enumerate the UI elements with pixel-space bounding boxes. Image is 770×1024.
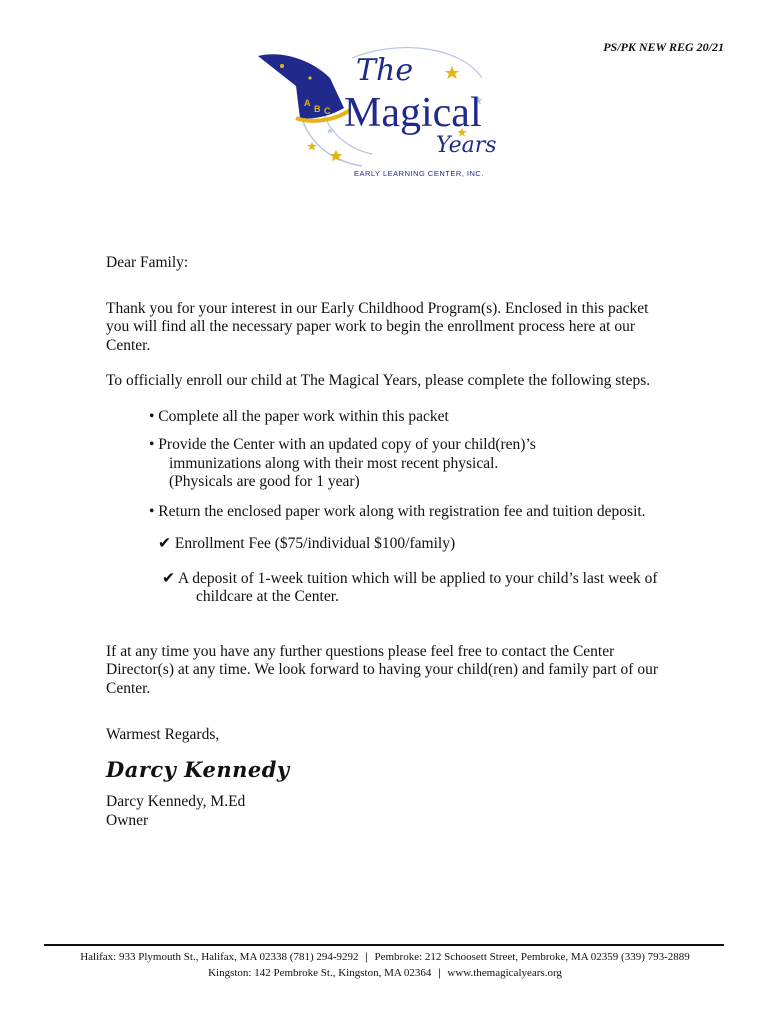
step-bullet-3: • Return the enclosed paper work along with registration fee and tuition deposit. bbox=[149, 502, 646, 520]
checklist-item-deposit-line-1: ✔ A deposit of 1-week tuition which will be applied to your child’s last week of bbox=[162, 569, 658, 587]
signer-title: Owner bbox=[106, 811, 149, 829]
magical-years-logo bbox=[252, 38, 512, 188]
footer-line-2 bbox=[0, 965, 770, 981]
handwritten-signature: Darcy Kennedy bbox=[106, 756, 290, 782]
svg-text:A: A bbox=[304, 98, 311, 108]
footer-kingston: Kingston: 142 Pembroke St., Kingston, MA 02364 bbox=[208, 967, 432, 979]
wizard-hat-icon bbox=[258, 54, 350, 121]
logo-word-the: The bbox=[356, 53, 414, 88]
checklist-item-deposit bbox=[162, 570, 702, 607]
letter-body bbox=[106, 254, 706, 830]
checklist-item-deposit-line-2: childcare at the Center. bbox=[196, 588, 339, 605]
step-bullet-2-line-1: • Provide the Center with an updated copy of your child(ren)’s bbox=[149, 436, 536, 453]
svg-text:C: C bbox=[324, 106, 331, 116]
footer-divider bbox=[44, 944, 724, 946]
step-bullet-2 bbox=[149, 436, 699, 492]
letter-regards: Warmest Regards, bbox=[106, 726, 220, 743]
logo-word-years: Years bbox=[436, 133, 497, 158]
footer-separator: | bbox=[365, 951, 368, 963]
footer-halifax: Halifax: 933 Plymouth St., Halifax, MA 02338 (781) 294-9292 bbox=[80, 951, 359, 963]
step-bullet-2-line-2: immunizations along with their most recent physical. bbox=[169, 454, 499, 472]
letter-greeting: Dear Family: bbox=[106, 254, 189, 271]
letter-intro-paragraph: Thank you for your interest in our Early Childhood Program(s). Enclosed in this packet you will find all the necessary paper work to begin the enrollment process here at our Center. bbox=[106, 299, 649, 354]
letter-steps-intro: To officially enroll our child at The Magical Years, please complete the following steps. bbox=[106, 372, 651, 389]
document-code: PS/PK NEW REG 20/21 bbox=[603, 40, 724, 54]
footer-addresses bbox=[0, 949, 770, 981]
step-bullet-2-line-3: (Physicals are good for 1 year) bbox=[169, 473, 360, 490]
logo-tagline: EARLY LEARNING CENTER, INC. bbox=[354, 169, 484, 178]
letter-closing-paragraph: If at any time you have any further questions please feel free to contact the Center Director(s) at any time. We look forward to having your child(ren) and family part of our Center. bbox=[106, 642, 658, 697]
footer-line-1 bbox=[0, 949, 770, 965]
signer-name: Darcy Kennedy, M.Ed bbox=[106, 793, 246, 810]
svg-text:B: B bbox=[314, 104, 321, 114]
step-bullet-1: • Complete all the paper work within this packet bbox=[149, 407, 449, 425]
logo-word-magical: Magical bbox=[344, 90, 482, 136]
footer-pembroke: Pembroke: 212 Schoosett Street, Pembroke, MA 02359 (339) 793-2889 bbox=[374, 951, 690, 963]
checklist-item-enrollment-fee: ✔ Enrollment Fee ($75/individual $100/family) bbox=[158, 535, 456, 552]
footer-separator: | bbox=[438, 967, 441, 979]
footer-website[interactable]: www.themagicalyears.org bbox=[447, 967, 562, 979]
logo-graphic bbox=[252, 38, 512, 188]
